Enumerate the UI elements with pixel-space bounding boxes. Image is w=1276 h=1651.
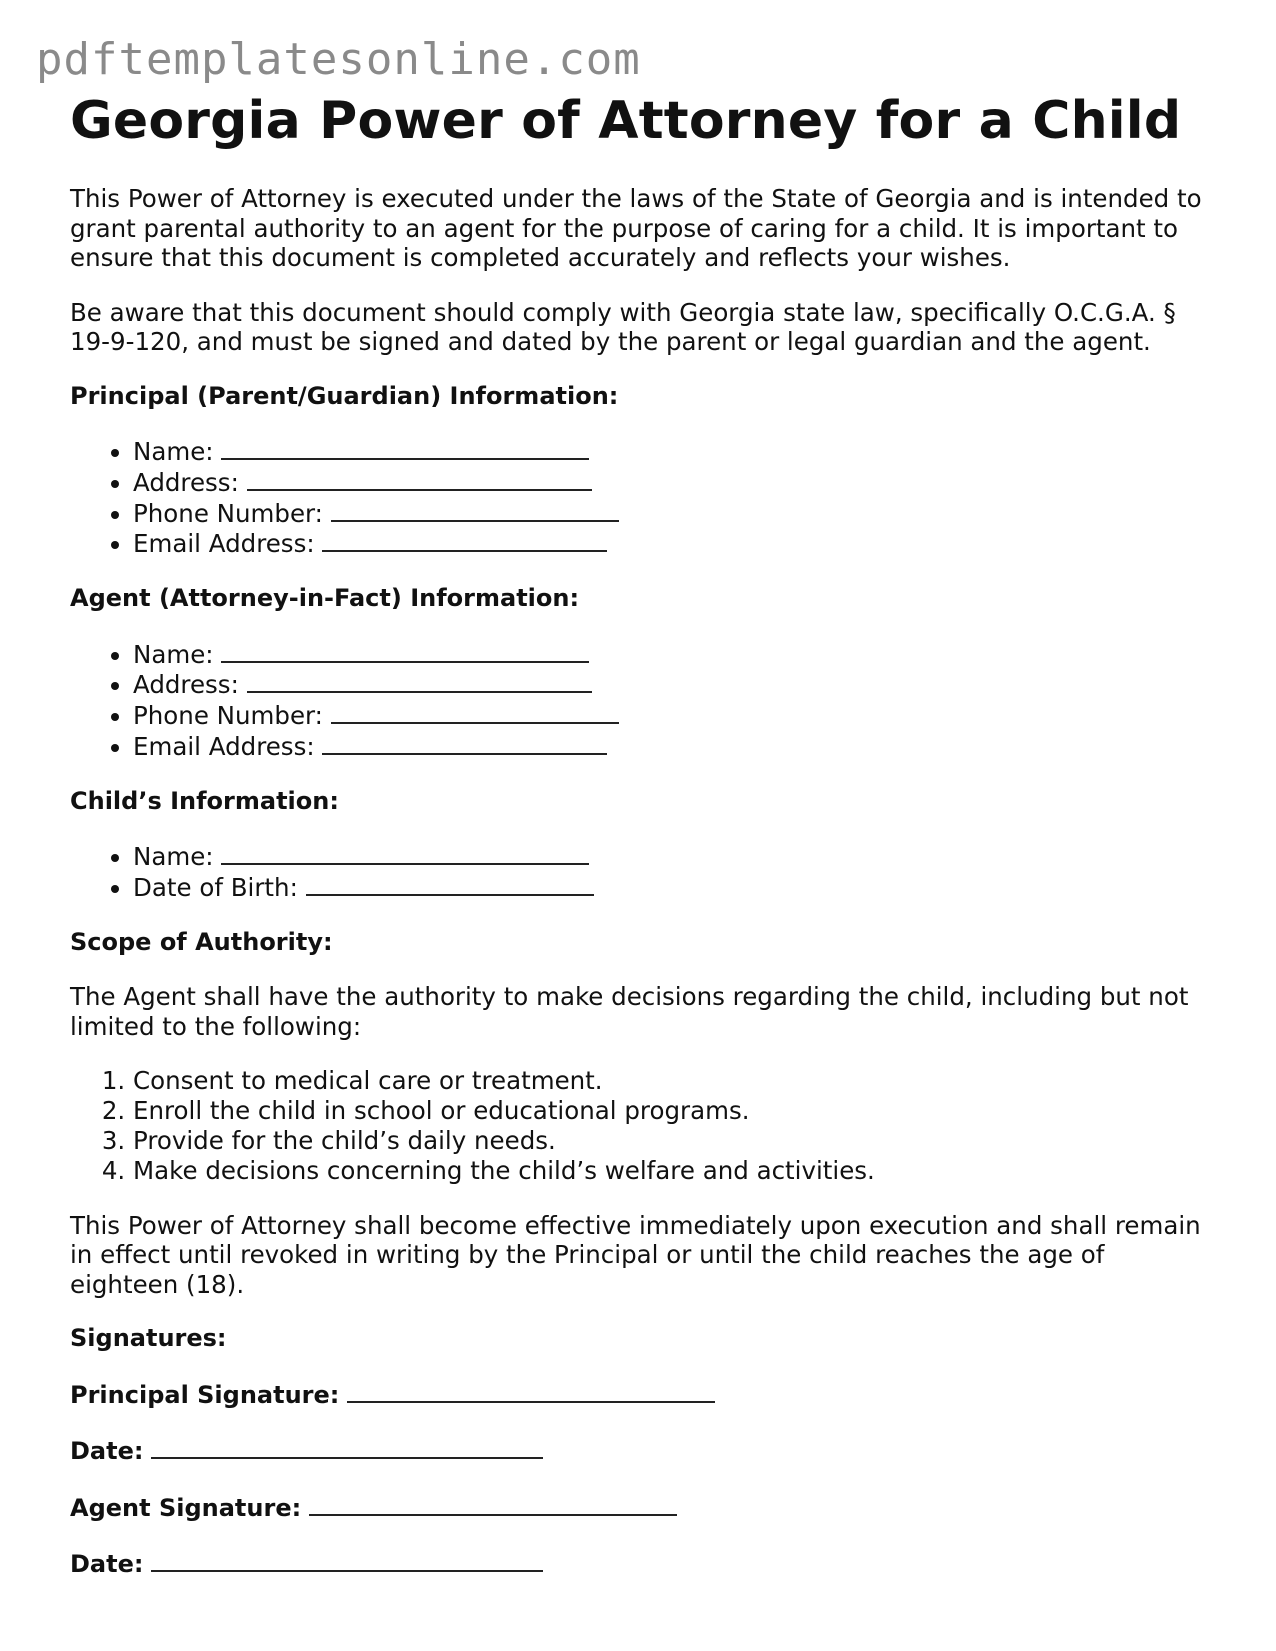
principal-phone-field: • Phone Number: — [133, 498, 1220, 529]
child-name-field: • Name: — [133, 841, 1220, 872]
child-heading: Child’s Information: — [70, 786, 339, 815]
agent-fields — [70, 639, 1220, 762]
agent-email-field: • Email Address: — [133, 731, 1220, 762]
scope-heading: Scope of Authority: — [70, 927, 333, 956]
document-title: Georgia Power of Attorney for a Child — [70, 91, 1182, 151]
principal-date-line: Date: — [70, 1435, 1220, 1467]
principal-address-blank[interactable] — [247, 467, 592, 491]
agent-name-field: • Name: — [133, 639, 1220, 670]
principal-heading: Principal (Parent/Guardian) Information: — [70, 381, 619, 410]
scope-item: 4. Make decisions concerning the child’s welfare and activities. — [133, 1156, 1220, 1186]
agent-heading: Agent (Attorney-in-Fact) Information: — [70, 584, 580, 613]
principal-email-blank[interactable] — [322, 528, 607, 552]
principal-name-blank[interactable] — [221, 436, 589, 460]
agent-address-blank[interactable] — [247, 669, 592, 693]
agent-name-blank[interactable] — [221, 639, 589, 663]
principal-signature-blank[interactable] — [347, 1379, 715, 1403]
agent-signature-line: Agent Signature: — [70, 1492, 1220, 1524]
document-page — [70, 92, 1220, 1580]
intro-paragraph: This Power of Attorney is executed under the laws of the State of Georgia and is intended to grant parental authority to an agent for the purpose of caring for a child. It is important to ensure that this document is completed accurately and reflects your wishes. — [70, 184, 1202, 272]
child-dob-blank[interactable] — [306, 872, 594, 896]
agent-email-blank[interactable] — [322, 731, 607, 755]
principal-fields — [70, 436, 1220, 559]
principal-name-field: • Name: — [133, 436, 1220, 467]
agent-date-blank[interactable] — [151, 1548, 543, 1572]
notice-paragraph: Be aware that this document should comply with Georgia state law, specifically O.C.G.A. § 19-9-120, and must be signed and dated by the parent or legal guardian and the agent. — [70, 297, 1176, 356]
signatures-heading: Signatures: — [70, 1324, 227, 1353]
scope-paragraph: The Agent shall have the authority to make decisions regarding the child, including but not limited to the following: — [70, 982, 1189, 1041]
scope-list — [70, 1066, 1220, 1185]
scope-item: 3. Provide for the child’s daily needs. — [133, 1126, 1220, 1156]
child-fields — [70, 841, 1220, 903]
agent-phone-blank[interactable] — [331, 700, 619, 724]
scope-item: 2. Enroll the child in school or educational programs. — [133, 1096, 1220, 1126]
scope-item: 1. Consent to medical care or treatment. — [133, 1066, 1220, 1096]
principal-phone-blank[interactable] — [331, 498, 619, 522]
principal-email-field: • Email Address: — [133, 528, 1220, 559]
principal-signature-line: Principal Signature: — [70, 1379, 1220, 1411]
watermark: pdftemplatesonline.com — [36, 34, 641, 85]
effective-paragraph: This Power of Attorney shall become effective immediately upon execution and shall remain in effect until revoked in writing by the Principal or until the child reaches the age of eighteen (18). — [70, 1210, 1201, 1299]
child-name-blank[interactable] — [221, 841, 589, 865]
child-dob-field: • Date of Birth: — [133, 872, 1220, 903]
principal-date-blank[interactable] — [151, 1435, 543, 1459]
agent-phone-field: • Phone Number: — [133, 700, 1220, 731]
agent-date-line: Date: — [70, 1548, 1220, 1580]
agent-signature-blank[interactable] — [309, 1492, 677, 1516]
agent-address-field: • Address: — [133, 669, 1220, 700]
principal-address-field: • Address: — [133, 467, 1220, 498]
